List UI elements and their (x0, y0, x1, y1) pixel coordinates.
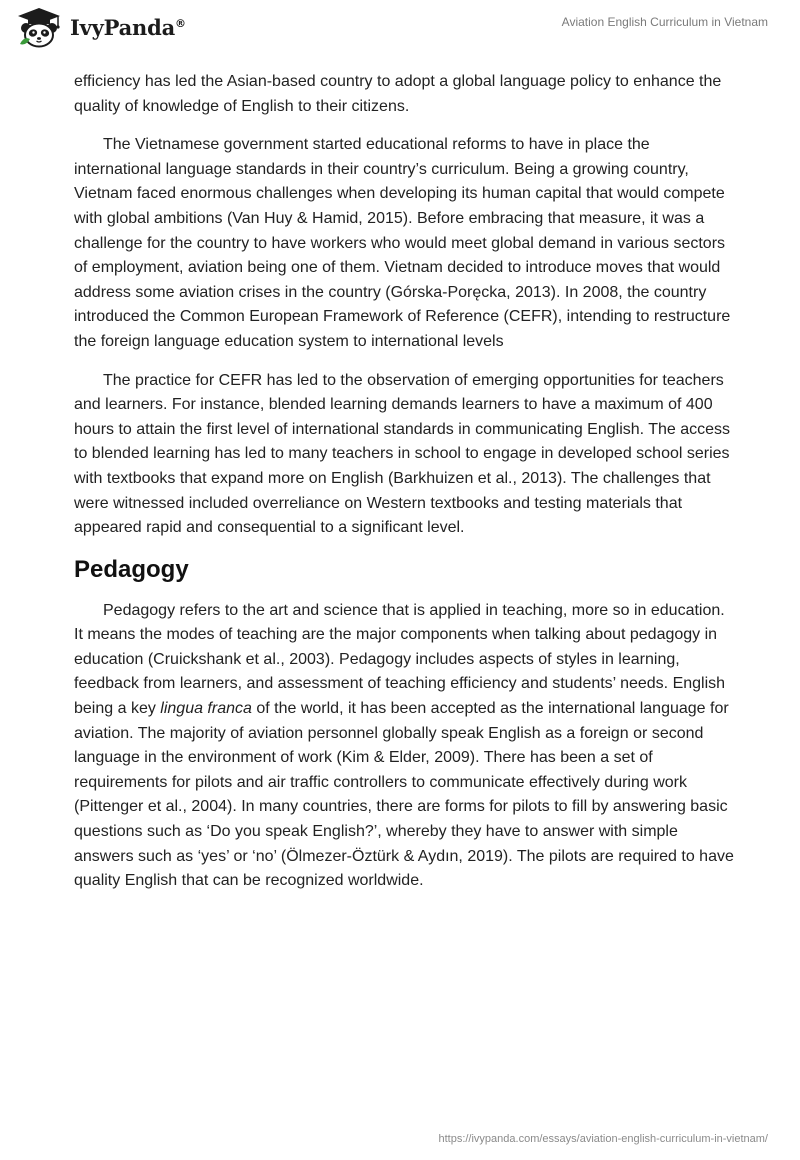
essay-body (74, 70, 734, 908)
page-header (0, 0, 800, 60)
paragraph-pedagogy (74, 599, 734, 894)
paragraph-reforms: The Vietnamese government started educational reforms to have in place the international language standards in their country’s curriculum. Being a growing country, Vietnam faced enormous challenges when developing its human capital that would compete with global ambitions (Van Huy & Hamid, 2015). Before embracing that measure, it was a challenge for the country to have workers who would meet global demand in various sectors of employment, aviation being one of them. Vietnam decided to introduce moves that would address some aviation crises in the country (Górska-Poręcka, 2013). In 2008, the country introduced the Common European Framework of Reference (CEFR), intending to restructure the foreign language education system to international levels (74, 136, 731, 350)
paragraph-cefr: The practice for CEFR has led to the observation of emerging opportunities for teachers and learners. For instance, blended learning demands learners to have a maximum of 400 hours to attain the first level of international standards in communicating English. The access to blended learning has led to many teachers in school to engage in developed school series with textbooks that expand more on English (Barkhuizen et al., 2013). The challenges that were witnessed included overreliance on Western textbooks and testing materials that appeared rapid and consequential to a significant level. (74, 371, 731, 537)
section-heading-pedagogy: Pedagogy (74, 555, 189, 583)
ivypanda-logo[interactable] (14, 6, 186, 48)
paragraph-pedagogy-part1: Pedagogy refers to the art and science that is applied in teaching, more so in education. It means the modes of teaching are the major components when talking about pedagogy in education (Cruickshank et al., 2003). Pedagogy includes aspects of styles in learning, feedback from learners, and assessment of teaching efficiency and students’ needs. English being a key (74, 601, 726, 718)
paragraph-pedagogy-part2: of the world, it has been accepted as the international language for aviation. The majority of aviation personnel globally speak English as a foreign or second language in the environment of work (Kim & Elder, 2009). There has been a set of requirements for pilots and air traffic controllers to communicate effectively during work (Pittenger et al., 2004). In many countries, there are forms for pilots to fill by answering basic questions such as ‘Do you speak English?’, whereby they have to answer with simple answers such as ‘yes’ or ‘no’ (Ölmezer-Öztürk & Aydın, 2019). The pilots are required to have quality English that can be recognized worldwide. (74, 700, 734, 890)
panda-logo-icon (14, 6, 64, 48)
source-url[interactable]: https://ivypanda.com/essays/aviation-english-curriculum-in-vietnam/ (438, 1133, 768, 1145)
logo-text: IvyPanda® (70, 14, 186, 40)
document-title: Aviation English Curriculum in Vietnam (561, 15, 768, 29)
lingua-franca-term: lingua franca (160, 700, 252, 718)
paragraph-continued: efficiency has led the Asian-based country to adopt a global language policy to enhance the quality of knowledge of English to their citizens. (74, 73, 722, 115)
registered-mark: ® (175, 16, 186, 30)
